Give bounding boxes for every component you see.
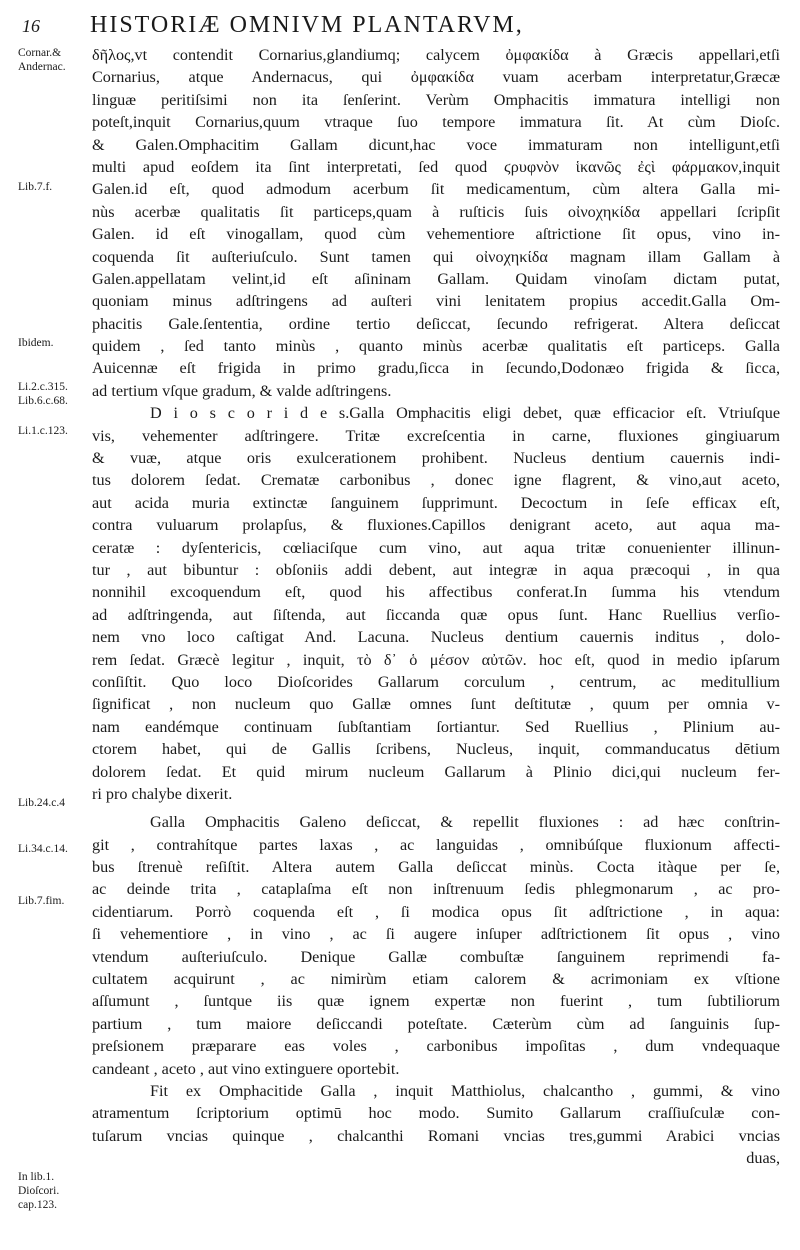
running-title: HISTORIÆ OMNIVM PLANTARVM, bbox=[90, 12, 524, 38]
text-line: Galen.appellatam velint,id eſt aſininam Gallam. Quidam vinoſam dictam putat, bbox=[92, 269, 780, 288]
text-line: coquenda ſit auſteriuſculo. Sunt tamen qui οἰνοχηκίδα magnam illam Gallam à bbox=[92, 247, 780, 266]
margin-note: Li.2.c.315. bbox=[18, 381, 68, 393]
text-line: cidentiarum. Porrò coquenda eſt , ſi modica opus ſit adſtrictione , in aqua: bbox=[92, 902, 780, 921]
page-number: 16 bbox=[22, 16, 40, 36]
text-line: D i o s c o r i d e s.Galla Omphacitis eligi debet, quæ efficacior eſt. Vtriuſque bbox=[150, 404, 780, 423]
text-line: ceratæ : dyſentericis, cœliaciſque cum vino, aut aqua tritæ conuenienter illinun- bbox=[92, 538, 780, 557]
text-line: multi apud eoſdem ita ſint interpretati, ſed quod ϛρυφνὸν ἱκανῶς ἐςὶ φάρμακον,inquit bbox=[92, 157, 780, 176]
text-line: Cornarius, atque Andernacus, qui ὀμφακίδα vuam acerbam interpretatur,Græcæ bbox=[92, 68, 780, 87]
margin-note: Lib.7.f. bbox=[18, 181, 53, 193]
text-line: atramentum ſcriptorium optimū hoc modo. Sumito Gallarum craſſiuſculæ con- bbox=[92, 1104, 780, 1123]
text-line: Fit ex Omphacitide Galla , inquit Matthiolus, chalcantho , gummi, & vino bbox=[150, 1081, 780, 1100]
text-line: tus dolorem ſedat. Crematæ carbonibus , donec igne flagrent, & vino,aut aceto, bbox=[92, 471, 780, 490]
text-line: & Galen.Omphacitim Gallam dicunt,hac voce immaturam non intelligunt,etſi bbox=[92, 135, 780, 154]
margin-note: In lib.1. bbox=[18, 1171, 55, 1183]
text-line: aſſumunt , ſuntque iis quæ ignem expertæ non fuerint , tum ſubtiliorum bbox=[92, 992, 780, 1011]
text-line: Galen. id eſt vinogallam, quod cùm vehementiore aſtrictione ſit opus, vino in- bbox=[92, 225, 780, 244]
page-header bbox=[0, 12, 800, 42]
text-line: phacitis Gale.ſententia, ordine tertio deſiccat, ſecundo refrigerat. Altera deſiccat bbox=[92, 314, 780, 333]
text-line: conſiſtit. Quo loco Dioſcorides Gallarum corculum , centrum, ac meditullium bbox=[92, 672, 780, 691]
text-line: tur , aut bibuntur : obſoniis addi debent, aut integræ in aqua præcoqui , in qua bbox=[92, 560, 780, 579]
text-line: quidem , ſed tanto minùs , quanto minùs acerbæ qualitatis eſt particeps. Galla bbox=[92, 337, 780, 356]
text-line: nùs acerbæ qualitatis ſit particeps,quam à ruſticis ſuis οἰνοχηκίδα appellari ſcripſit bbox=[92, 202, 780, 221]
text-line: aut acida muria extinctæ ſanguinem ſupprimunt. Decoctum in ſeſe efficax eſt, bbox=[92, 493, 780, 512]
text-line: bus ſtrenuè reſiſtit. Altera autem Galla deſiccat minùs. Cocta itàque per ſe, bbox=[92, 858, 780, 877]
text-line: Galen.id eſt, quod admodum acerbum ſit medicamentum, cùm altera Galla mi- bbox=[92, 180, 780, 199]
text-line: ctorem habet, qui de Gallis ſcribens, Nucleus, inquit, commanducatus dētium bbox=[92, 740, 780, 759]
text-line: preſsionem præparare eas voles , carbonibus impoſitas , dum vndequaque bbox=[92, 1037, 780, 1056]
text-line: nonnihil excoquendum eſt, quod his affectibus conferat.In ſumma his vtendum bbox=[92, 583, 780, 602]
main-text bbox=[92, 44, 780, 1170]
text-line: cultatem acquirunt , ac nimirùm etiam calorem & acrimoniam ex vſtione bbox=[92, 970, 780, 989]
margin-note: Lib.24.c.4 bbox=[18, 797, 65, 809]
text-line: ac deinde trita , cataplaſma eſt non inſtrenuum ſedis phlegmonarum , ac pro- bbox=[92, 880, 780, 899]
text-line: dolorem ſedat. Et quid mirum nucleum Gallarum à Plinio dici,qui nucleum fer- bbox=[92, 762, 780, 781]
text-line: δῆλος,vt contendit Cornarius,glandiumq; calycem ὀμφακίδα à Græcis appellari,etſi bbox=[92, 46, 780, 64]
text-line: ri pro chalybe dixerit. bbox=[92, 784, 233, 803]
text-line: Galla Omphacitis Galeno deſiccat, & repellit fluxiones : ad hæc conſtrin- bbox=[150, 813, 780, 832]
text-line: linguæ peritiſsimi non ita ſenſerint. Verùm Omphacitis immatura intelligi non bbox=[92, 90, 780, 109]
margin-note: Cornar.& bbox=[18, 47, 62, 59]
text-line: vis, vehementer adſtringere. Tritæ excreſcentia in carne, fluxiones gingiuarum bbox=[92, 426, 780, 445]
text-line: tuſarum vncias quinque , chalcanthi Romani vncias tres,gummi Arabici vncias bbox=[92, 1126, 780, 1145]
margin-note: Dioſcori. bbox=[18, 1185, 60, 1197]
margin-note: Andernac. bbox=[18, 61, 66, 73]
paragraph bbox=[92, 44, 780, 402]
text-line: rem ſedat. Græcè legitur , inquit, τὸ δ᾽ ὁ μέσον αὐτῶν. hoc eſt, quod in medio ipſarum bbox=[92, 650, 780, 669]
text-line: partium , tum maiore deſiccandi poteſtate. Cæterùm cùm ad ſanguinis ſup- bbox=[92, 1014, 780, 1033]
margin-note: cap.123. bbox=[18, 1199, 57, 1211]
text-line: ad tertium vſque gradum, & valde adſtringens. bbox=[92, 381, 392, 400]
text-line: vtendum auſteriuſculo. Denique Gallæ combuſtæ ſanguinem reprimendi fa- bbox=[92, 947, 780, 966]
text-line: Auicennæ eſt frigida in primo gradu,ſicca in ſecundo,Dodonæo frigida & ſicca, bbox=[92, 359, 780, 378]
margin-note: Ibidem. bbox=[18, 337, 54, 349]
text-line: quoniam minus adſtringens ad auſteri vini lenitatem propius accedit.Galla Om- bbox=[92, 292, 780, 311]
text-line: nem vno loco caſtigat And. Lacuna. Nucleus dentium cauernis inditus , dolo- bbox=[92, 628, 780, 647]
catchword: duas, bbox=[746, 1149, 780, 1168]
text-line: ſignificat , non nucleum quo Gallæ omnes ſunt deſtitutæ , quum per omnia v- bbox=[92, 695, 780, 714]
text-line: ad adſtringenda, aut ſiſtenda, aut ſiccanda quæ opus ſunt. Hanc Ruellius verſio- bbox=[92, 605, 780, 624]
text-line: poteſt,inquit Cornarius,quum vtraque ſuo tempore immatura ſit. At cùm Dioſc. bbox=[92, 113, 780, 132]
text-line: ſi vehementiore , in vino , ac ſi augere inſuper adſtrictionem ſit opus , vino bbox=[92, 925, 780, 944]
text-line: nam eandémque continuam ſubſtantiam ſortiantur. Sed Ruellius , Plinium au- bbox=[92, 717, 780, 736]
margin-note: Lib.7.fim. bbox=[18, 895, 65, 907]
paragraph bbox=[92, 402, 780, 805]
text-line: & vuæ, atque oris exulcerationem prohibent. Nucleus dentium cauernis indi- bbox=[92, 449, 780, 468]
margin-notes bbox=[0, 0, 92, 1250]
margin-note: Lib.6.c.68. bbox=[18, 395, 68, 407]
text-line: contra vuluarum prolapſus, & fluxiones.Capillos denigrant aceto, aut aqua ma- bbox=[92, 516, 780, 535]
paragraph bbox=[92, 1080, 780, 1170]
text-line: candeant , aceto , aut vino extinguere oportebit. bbox=[92, 1059, 400, 1078]
paragraph bbox=[92, 811, 780, 1080]
margin-note: Li.1.c.123. bbox=[18, 425, 68, 437]
text-line: git , contrahítque partes laxas , ac languidas , omnibúſque fluxionum affecti- bbox=[92, 835, 780, 854]
margin-note: Li.34.c.14. bbox=[18, 843, 68, 855]
